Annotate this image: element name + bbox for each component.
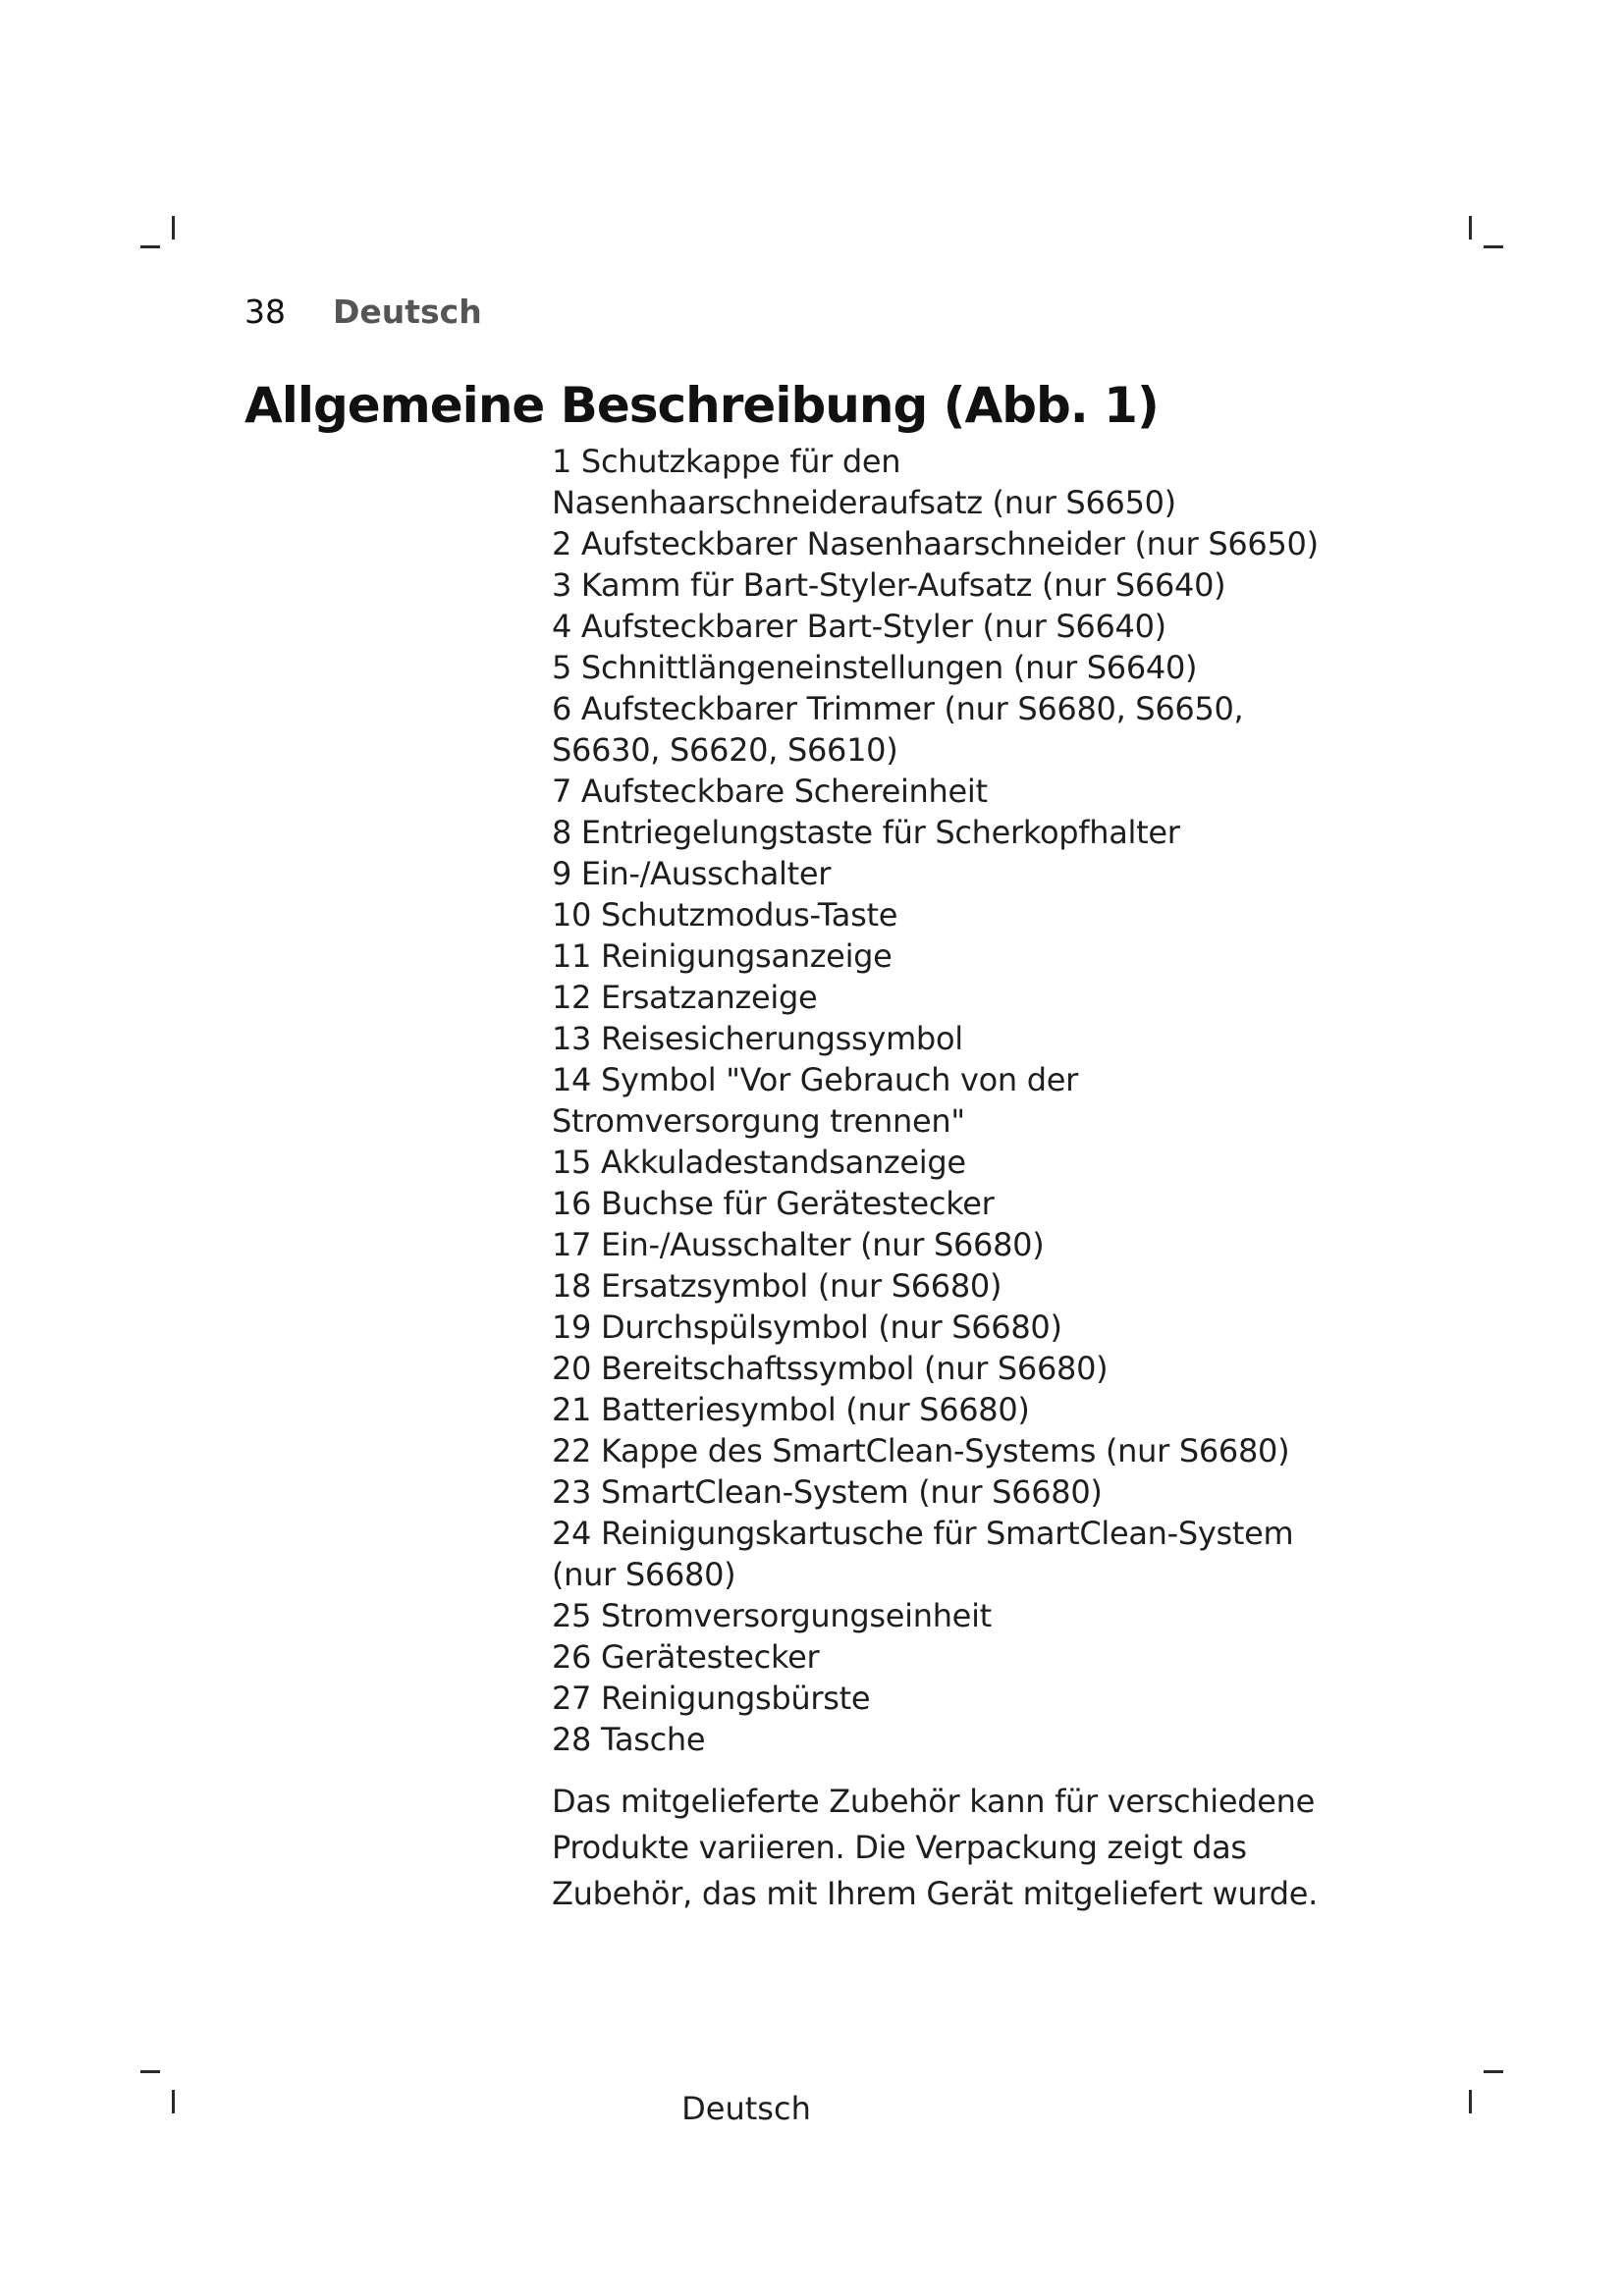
list-item-text: 3 Kamm für Bart-Styler-Aufsatz (nur S6640) (552, 566, 1226, 604)
list-item (552, 441, 1396, 523)
list-item-text: 9 Ein-/Ausschalter (552, 855, 832, 892)
list-item-continuation: Nasenhaarschneideraufsatz (nur S6650) (552, 484, 1176, 521)
list-item-text: 28 Tasche (552, 1721, 706, 1758)
parts-list (552, 441, 1396, 1760)
running-head (244, 291, 482, 334)
list-item-text: 7 Aufsteckbare Schereinheit (552, 773, 988, 810)
list-item-text: 27 Reinigungsbürste (552, 1680, 871, 1717)
list-item-continuation: Stromversorgung trennen" (552, 1102, 965, 1140)
list-item (552, 771, 1396, 812)
list-item (552, 1471, 1396, 1513)
list-item-text: 23 SmartClean-System (nur S6680) (552, 1473, 1103, 1511)
list-item (552, 1719, 1396, 1760)
list-item-text: 22 Kappe des SmartClean-Systems (nur S6680) (552, 1432, 1290, 1469)
list-item-text: 26 Gerätestecker (552, 1638, 820, 1676)
page-footer: Deutsch (681, 2090, 811, 2127)
list-item (552, 1224, 1396, 1265)
list-item (552, 1595, 1396, 1636)
page-number: 38 (244, 293, 286, 331)
list-item-text: 15 Akkuladestandsanzeige (552, 1144, 966, 1181)
list-item (552, 1059, 1396, 1142)
list-item (552, 1513, 1396, 1595)
section-name: Deutsch (333, 293, 482, 331)
list-item-text: 8 Entriegelungstaste für Scherkopfhalter (552, 814, 1180, 851)
list-item (552, 1348, 1396, 1389)
list-item (552, 1678, 1396, 1719)
list-item (552, 1142, 1396, 1183)
list-item-text: 16 Buchse für Gerätestecker (552, 1185, 995, 1222)
list-item (552, 894, 1396, 935)
list-item-text: 2 Aufsteckbarer Nasenhaarschneider (nur S6650) (552, 525, 1319, 562)
list-item (552, 1636, 1396, 1678)
list-item-text: 18 Ersatzsymbol (nur S6680) (552, 1267, 1002, 1305)
list-item-text: 5 Schnittlängeneinstellungen (nur S6640) (552, 649, 1198, 686)
list-item-text: 19 Durchspülsymbol (nur S6680) (552, 1308, 1062, 1346)
list-item (552, 564, 1396, 606)
section-heading: Allgemeine Beschreibung (Abb. 1) (244, 377, 1159, 434)
list-item-text: 13 Reisesicherungssymbol (552, 1020, 963, 1057)
note-line: Das mitgelieferte Zubehör kann für verschiedene (552, 1783, 1316, 1820)
list-item (552, 523, 1396, 564)
note-line: Produkte variieren. Die Verpackung zeigt das (552, 1829, 1247, 1866)
crop-mark-bottom-right-h (1484, 2070, 1503, 2073)
crop-mark-top-right-v (1469, 216, 1472, 240)
list-item (552, 1389, 1396, 1430)
crop-mark-bottom-left-h (140, 2070, 160, 2073)
list-item-text: 10 Schutzmodus-Taste (552, 896, 898, 934)
list-item-text: 25 Stromversorgungseinheit (552, 1597, 992, 1634)
accessory-note (552, 1779, 1416, 1917)
list-item (552, 1183, 1396, 1224)
list-item (552, 606, 1396, 647)
list-item (552, 647, 1396, 688)
list-item-text: 12 Ersatzanzeige (552, 979, 818, 1016)
list-item-text: 24 Reinigungskartusche für SmartClean-System (552, 1515, 1294, 1552)
crop-mark-top-left-v (172, 216, 175, 240)
list-item-text: 21 Batteriesymbol (nur S6680) (552, 1391, 1030, 1428)
list-item (552, 1430, 1396, 1471)
list-item (552, 688, 1396, 771)
list-item (552, 853, 1396, 894)
crop-mark-top-left-h (140, 245, 160, 248)
list-item-text: 11 Reinigungsanzeige (552, 937, 893, 975)
list-item-text: 20 Bereitschaftssymbol (nur S6680) (552, 1350, 1109, 1387)
list-item (552, 1018, 1396, 1059)
list-item (552, 812, 1396, 853)
list-item (552, 977, 1396, 1018)
list-item-text: 1 Schutzkappe für den (552, 443, 901, 480)
list-item (552, 1307, 1396, 1348)
list-item-continuation: (nur S6680) (552, 1556, 736, 1593)
list-item-text: 6 Aufsteckbarer Trimmer (nur S6680, S6650, (552, 690, 1244, 727)
list-item (552, 935, 1396, 977)
list-item-text: 14 Symbol "Vor Gebrauch von der (552, 1061, 1079, 1098)
crop-mark-top-right-h (1484, 245, 1503, 248)
list-item (552, 1265, 1396, 1307)
note-line: Zubehör, das mit Ihrem Gerät mitgeliefert wurde. (552, 1875, 1319, 1912)
list-item-text: 4 Aufsteckbarer Bart-Styler (nur S6640) (552, 608, 1166, 645)
list-item-text: 17 Ein-/Ausschalter (nur S6680) (552, 1226, 1045, 1263)
list-item-continuation: S6630, S6620, S6610) (552, 731, 898, 769)
